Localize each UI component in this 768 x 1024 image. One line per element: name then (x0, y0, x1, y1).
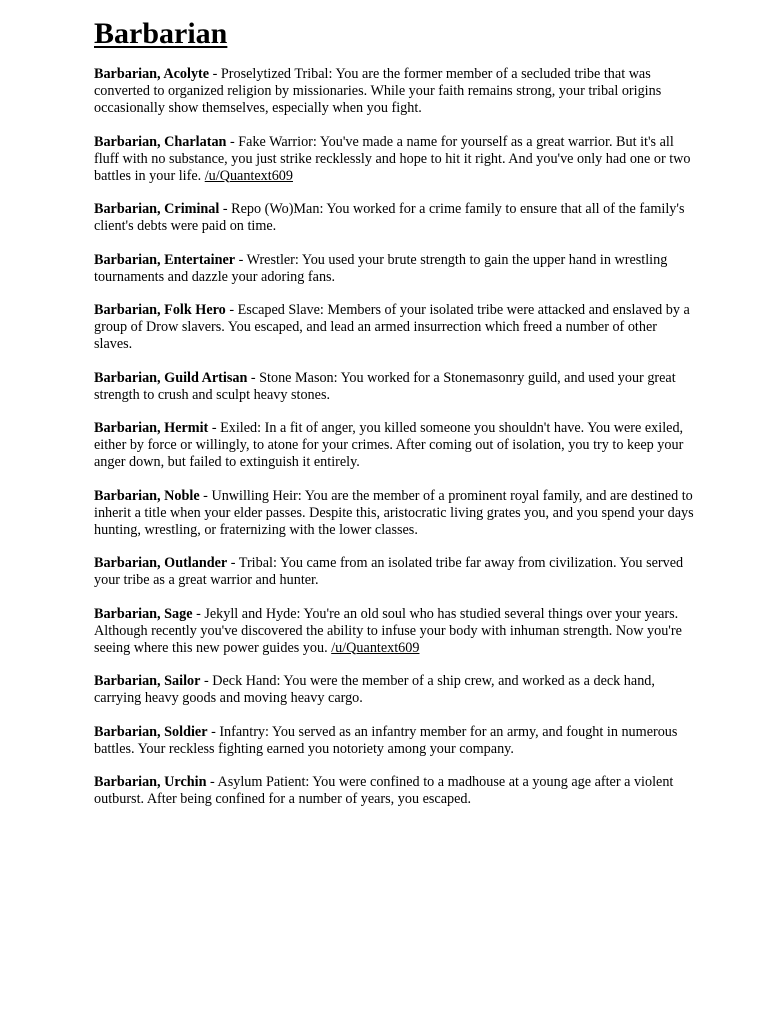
entry-name: Barbarian, Folk Hero (94, 302, 226, 318)
entry-text: - Exiled: In a fit of anger, you killed someone you shouldn't have. You were exiled, either by force or willingly, to atone for your crimes. After coming out of isolation, you try to keep your anger down, but failed to extinguish it entirely. (94, 420, 684, 470)
entry-name: Barbarian, Guild Artisan (94, 369, 248, 386)
entry-name: Barbarian, Charlatan (94, 133, 227, 150)
entry-name: Barbarian, Sage (94, 605, 193, 622)
entry-text: - Deck Hand: You were the member of a ship crew, and worked as a deck hand, carrying heavy goods and moving heavy cargo. (94, 673, 655, 706)
entry-text: - Asylum Patient: You were confined to a madhouse at a young age after a violent outburst. After being confined for a number of years, you escaped. (94, 774, 674, 807)
entry-text: - Proselytized Tribal: You are the former member of a secluded tribe that was converted to organized religion by missionaries. While your faith remains strong, your tribal origins occasionally show themselves, especially when you fight. (94, 66, 662, 116)
entry-text: - Stone Mason: You worked for a Stonemasonry guild, and used your great strength to crush and sculpt heavy stones. (94, 369, 676, 403)
entry-sage (94, 606, 694, 657)
entry-hermit (94, 420, 694, 471)
entry-urchin (94, 774, 694, 808)
author-link[interactable]: /u/Quantext609 (331, 639, 420, 656)
entry-name: Barbarian, Acolyte (94, 66, 210, 82)
entry-name: Barbarian, Hermit (94, 420, 209, 436)
entry-name: Barbarian, Entertainer (94, 251, 236, 268)
entry-guild-artisan (94, 370, 694, 404)
author-link[interactable]: /u/Quantext609 (204, 167, 293, 184)
document-page (94, 16, 694, 825)
entry-name: Barbarian, Urchin (94, 774, 207, 790)
entry-text: - Wrestler: You used your brute strength to gain the upper hand in wrestling tournaments and dazzle your adoring fans. (94, 251, 668, 285)
entry-criminal (94, 201, 694, 235)
entry-outlander (94, 555, 694, 589)
entry-text: - Fake Warrior: You've made a name for yourself as a great warrior. But it's all fluff with no substance, you just strike recklessly and hope to hit it right. And you've only had one or two battles in your life. (94, 133, 691, 184)
entry-text: - Escaped Slave: Members of your isolated tribe were attacked and enslaved by a group of Drow slavers. You escaped, and lead an armed insurrection which freed a number of other slaves. (94, 302, 690, 352)
entry-text: - Repo (Wo)Man: You worked for a crime family to ensure that all of the family's client's debts were paid on time. (94, 201, 685, 234)
entry-text: - Unwilling Heir: You are the member of a prominent royal family, and are destined to inherit a title when your elder passes. Despite this, aristocratic living grates you, and you spend your days hunting, wrestling, or fraternizing with the lower classes. (94, 487, 694, 538)
entry-name: Barbarian, Sailor (94, 673, 201, 689)
entry-soldier (94, 724, 694, 758)
entry-folk-hero (94, 302, 694, 353)
entry-name: Barbarian, Outlander (94, 555, 228, 571)
entry-text: - Tribal: You came from an isolated tribe far away from civilization. You served your tribe as a great warrior and hunter. (94, 555, 684, 588)
entry-acolyte (94, 66, 694, 117)
entry-name: Barbarian, Soldier (94, 723, 208, 740)
entry-text: - Jekyll and Hyde: You're an old soul who has studied several things over your years. Although recently you've discovered the ability to infuse your body with inhuman strength. Now you're seeing where this new power guides you. (94, 605, 682, 656)
entry-name: Barbarian, Criminal (94, 201, 220, 217)
entry-name: Barbarian, Noble (94, 487, 200, 504)
entry-noble (94, 488, 694, 539)
page-title: Barbarian (94, 17, 228, 50)
entry-text: - Infantry: You served as an infantry member for an army, and fought in numerous battles. Your reckless fighting earned you notoriety among your company. (94, 723, 678, 757)
entry-entertainer (94, 252, 694, 286)
entry-sailor (94, 673, 694, 707)
entry-charlatan (94, 134, 694, 185)
